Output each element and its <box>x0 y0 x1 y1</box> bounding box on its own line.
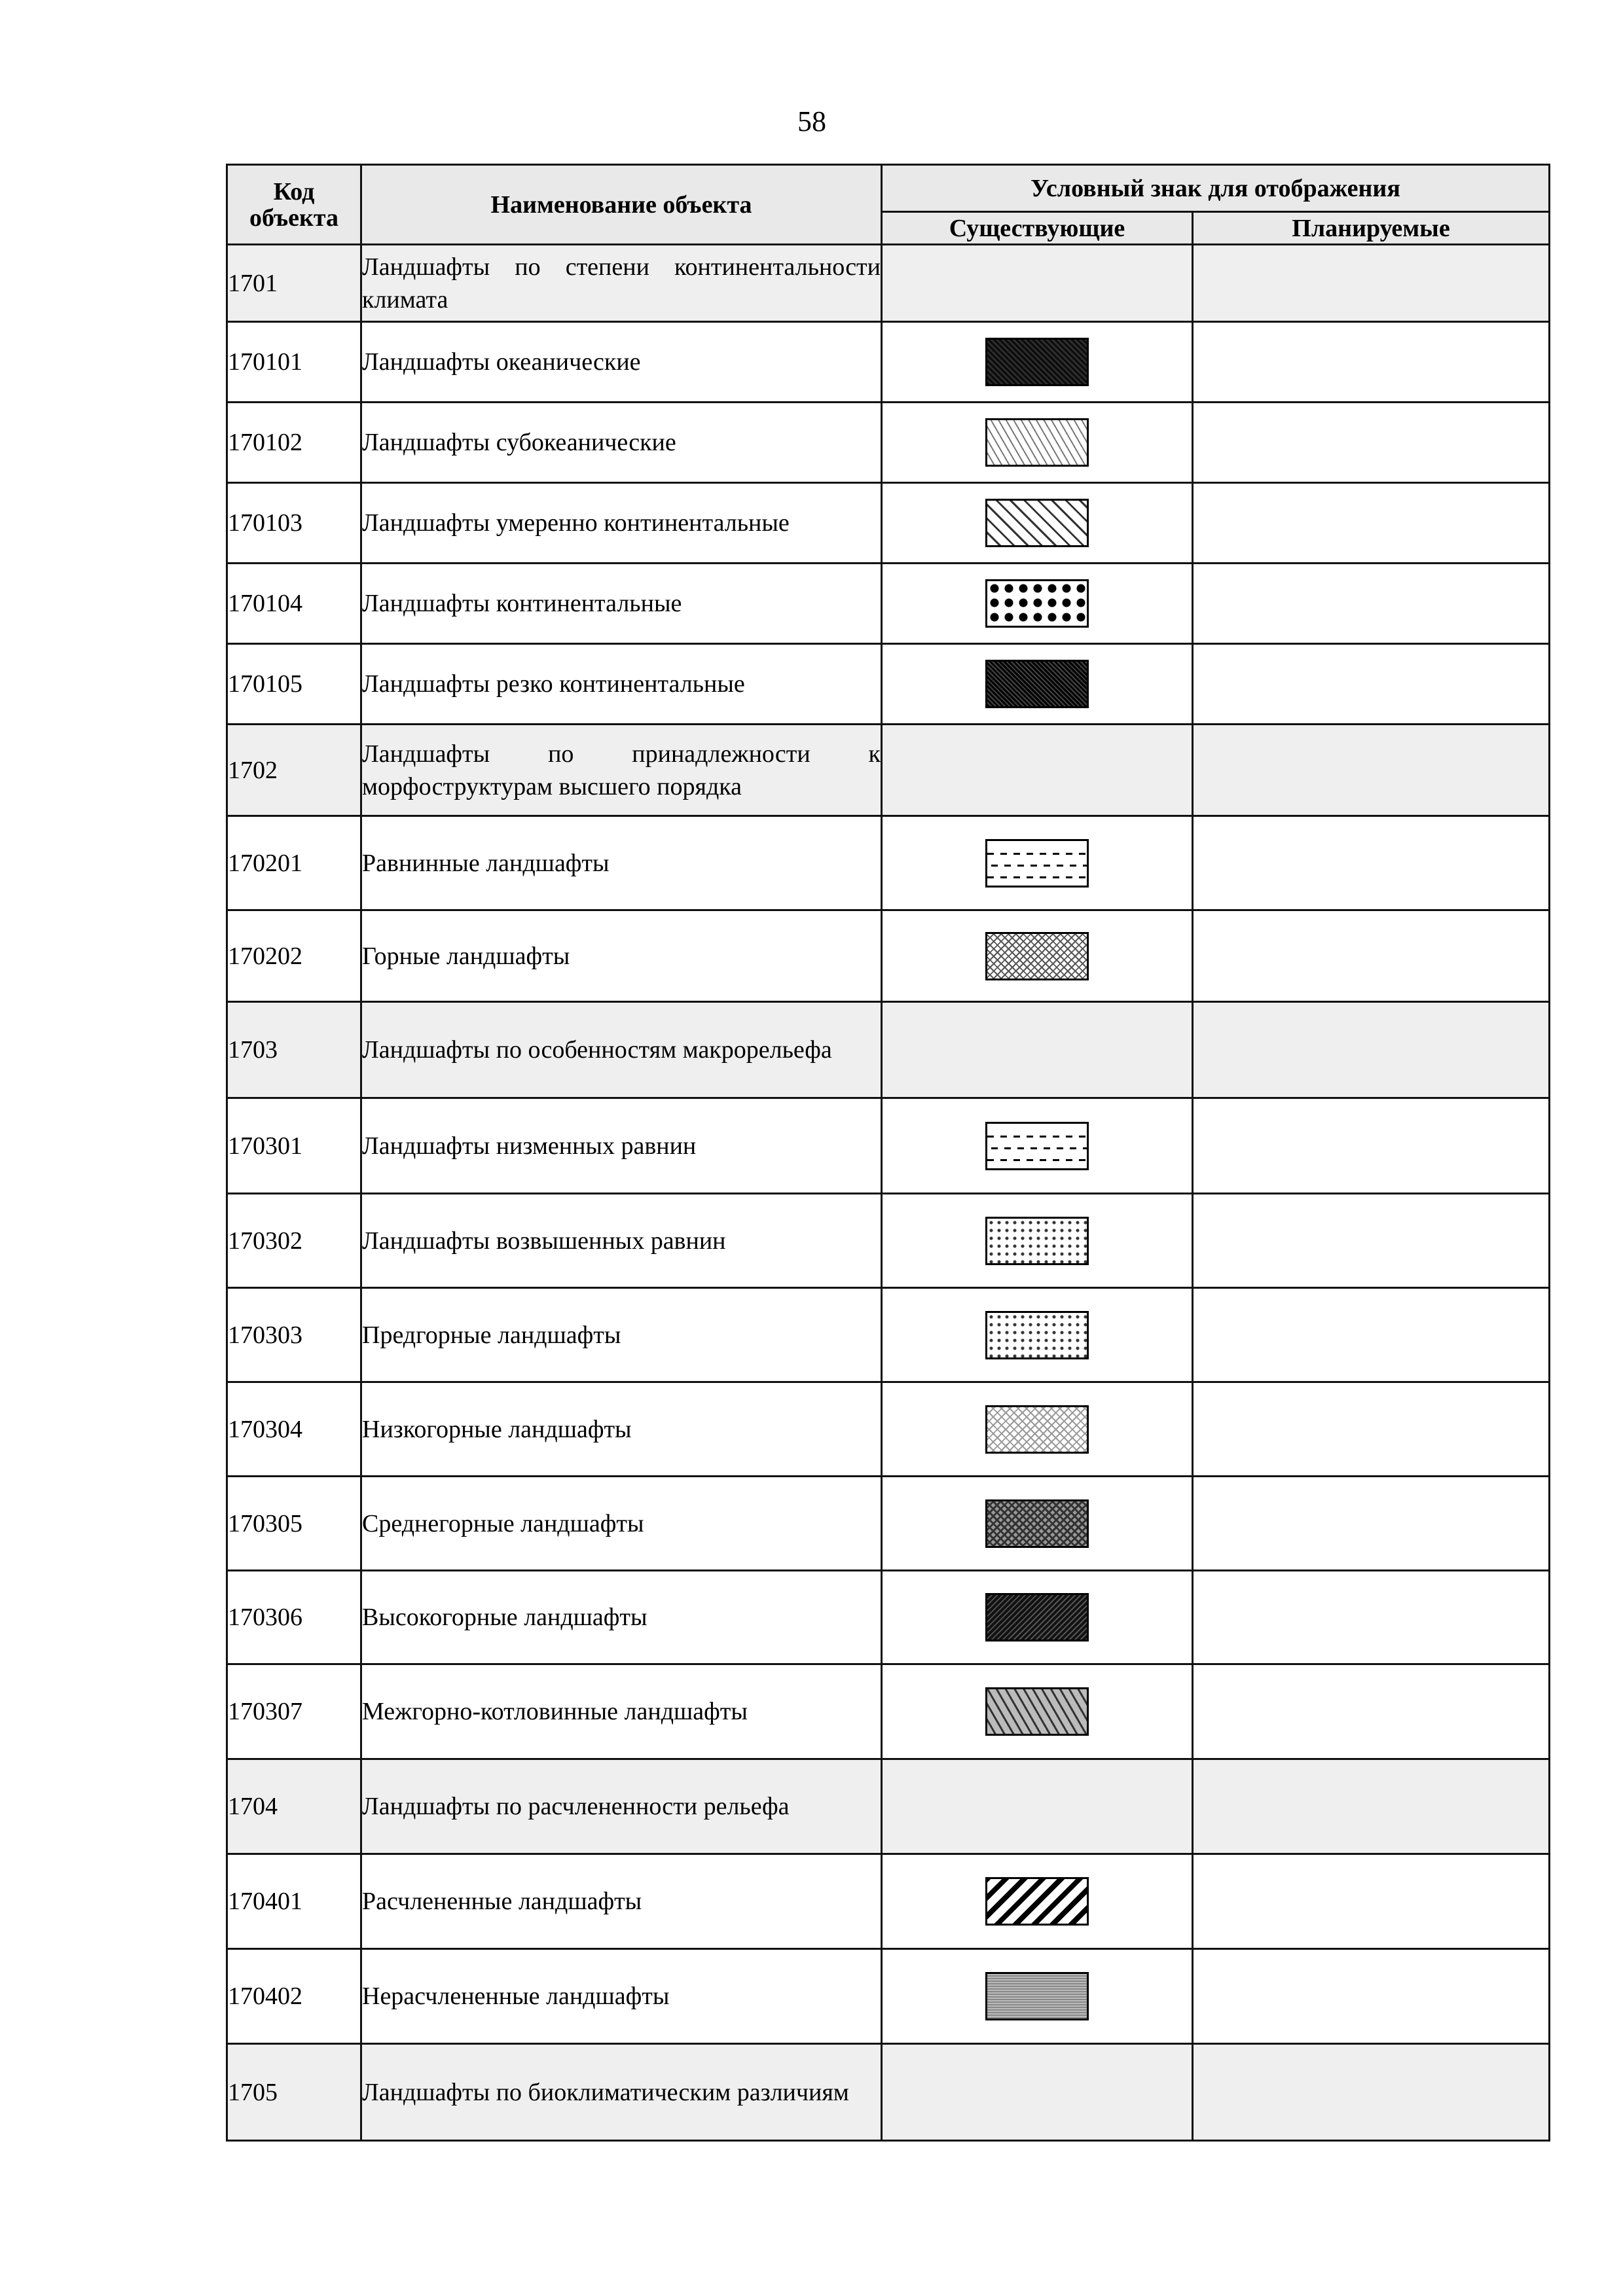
planned-symbol-cell <box>1193 644 1550 725</box>
header-code: Код объекта <box>227 165 361 245</box>
planned-symbol-cell <box>1193 1098 1550 1194</box>
row-code: 170202 <box>227 910 361 1002</box>
row-name: Ландшафты субокеанические <box>361 403 882 483</box>
planned-symbol-cell <box>1193 725 1550 816</box>
row-name: Среднегорные ландшафты <box>361 1477 882 1571</box>
existing-symbol-cell <box>882 1477 1193 1571</box>
row-code: 1703 <box>227 1002 361 1098</box>
row-code: 170306 <box>227 1571 361 1664</box>
row-name: Высокогорные ландшафты <box>361 1571 882 1664</box>
planned-symbol-cell <box>1193 483 1550 564</box>
header-name: Наименование объекта <box>361 165 882 245</box>
light-zigzag-pattern <box>985 1405 1089 1454</box>
existing-symbol-cell <box>882 1854 1193 1949</box>
existing-symbol-cell <box>882 1382 1193 1477</box>
planned-symbol-cell <box>1193 1288 1550 1382</box>
planned-symbol-cell <box>1193 1382 1550 1477</box>
table-row <box>227 725 1550 816</box>
table-row <box>227 1759 1550 1854</box>
dashed-line-pattern <box>985 1122 1089 1170</box>
planned-symbol-cell <box>1193 910 1550 1002</box>
row-code: 170104 <box>227 564 361 644</box>
existing-symbol-cell <box>882 564 1193 644</box>
existing-symbol-cell <box>882 725 1193 816</box>
row-name: Ландшафты умеренно континентальные <box>361 483 882 564</box>
fine-gray-pattern <box>985 1972 1089 2020</box>
row-code: 1701 <box>227 245 361 322</box>
table-row <box>227 245 1550 322</box>
diamond-grid-pattern <box>985 579 1089 628</box>
existing-symbol-cell <box>882 644 1193 725</box>
row-code: 170305 <box>227 1477 361 1571</box>
planned-symbol-cell <box>1193 1571 1550 1664</box>
table-row <box>227 644 1550 725</box>
row-code: 170301 <box>227 1098 361 1194</box>
row-code: 170307 <box>227 1664 361 1759</box>
braided-pattern <box>985 1687 1089 1736</box>
existing-symbol-cell <box>882 1002 1193 1098</box>
table-row <box>227 403 1550 483</box>
row-name: Ландшафты по биоклиматическим различиям <box>361 2044 882 2141</box>
existing-symbol-cell <box>882 1288 1193 1382</box>
existing-symbol-cell <box>882 2044 1193 2141</box>
table-row <box>227 1854 1550 1949</box>
table-row <box>227 564 1550 644</box>
table-row <box>227 1194 1550 1288</box>
row-name: Ландшафты по принадлежности к морфоструктурам высшего порядка <box>361 725 882 816</box>
header-planned: Планируемые <box>1193 212 1550 245</box>
table-row <box>227 1288 1550 1382</box>
planned-symbol-cell <box>1193 1002 1550 1098</box>
existing-symbol-cell <box>882 1098 1193 1194</box>
table-row <box>227 816 1550 910</box>
row-name: Равнинные ландшафты <box>361 816 882 910</box>
row-code: 1702 <box>227 725 361 816</box>
row-code: 1705 <box>227 2044 361 2141</box>
medium-zigzag-pattern <box>985 1499 1089 1548</box>
row-name: Предгорные ландшафты <box>361 1288 882 1382</box>
table-row <box>227 910 1550 1002</box>
zigzag-pattern <box>985 932 1089 980</box>
planned-symbol-cell <box>1193 1194 1550 1288</box>
dashed-line-pattern <box>985 839 1089 888</box>
dotted-pattern <box>985 1217 1089 1265</box>
row-name: Расчлененные ландшафты <box>361 1854 882 1949</box>
row-code: 170105 <box>227 644 361 725</box>
diagonal-stripe-pattern <box>985 1877 1089 1926</box>
planned-symbol-cell <box>1193 1854 1550 1949</box>
existing-symbol-cell <box>882 1759 1193 1854</box>
table-row <box>227 483 1550 564</box>
legend-table <box>226 164 1550 2142</box>
existing-symbol-cell <box>882 483 1193 564</box>
planned-symbol-cell <box>1193 564 1550 644</box>
row-code: 170201 <box>227 816 361 910</box>
table-row <box>227 2044 1550 2141</box>
planned-symbol-cell <box>1193 1759 1550 1854</box>
table-row <box>227 1571 1550 1664</box>
row-name: Ландшафты континентальные <box>361 564 882 644</box>
row-name: Ландшафты резко континентальные <box>361 644 882 725</box>
planned-symbol-cell <box>1193 816 1550 910</box>
planned-symbol-cell <box>1193 322 1550 403</box>
existing-symbol-cell <box>882 816 1193 910</box>
row-code: 170304 <box>227 1382 361 1477</box>
existing-symbol-cell <box>882 1949 1193 2044</box>
existing-symbol-cell <box>882 1194 1193 1288</box>
row-name: Межгорно-котловинные ландшафты <box>361 1664 882 1759</box>
table-row <box>227 1664 1550 1759</box>
existing-symbol-cell <box>882 245 1193 322</box>
dark-zigzag-pattern <box>985 1593 1089 1641</box>
table-row <box>227 322 1550 403</box>
table-row <box>227 1949 1550 2044</box>
light-scale-pattern <box>985 418 1089 467</box>
row-name: Ландшафты по особенностям макрорельефа <box>361 1002 882 1098</box>
planned-symbol-cell <box>1193 1949 1550 2044</box>
row-code: 170103 <box>227 483 361 564</box>
planned-symbol-cell <box>1193 245 1550 322</box>
row-code: 170401 <box>227 1854 361 1949</box>
header-symbol-group: Условный знак для отображения <box>882 165 1550 212</box>
row-code: 170303 <box>227 1288 361 1382</box>
row-code: 170402 <box>227 1949 361 2044</box>
table-row <box>227 1002 1550 1098</box>
row-code: 1704 <box>227 1759 361 1854</box>
table-row <box>227 1098 1550 1194</box>
diagonal-grid-pattern <box>985 499 1089 547</box>
row-name: Низкогорные ландшафты <box>361 1382 882 1477</box>
table-row <box>227 1477 1550 1571</box>
planned-symbol-cell <box>1193 1477 1550 1571</box>
table-row <box>227 1382 1550 1477</box>
row-name: Ландшафты низменных равнин <box>361 1098 882 1194</box>
page-number: 58 <box>797 105 826 137</box>
row-name: Ландшафты возвышенных равнин <box>361 1194 882 1288</box>
dense-crosshatch-pattern <box>985 338 1089 386</box>
existing-symbol-cell <box>882 910 1193 1002</box>
row-code: 170101 <box>227 322 361 403</box>
existing-symbol-cell <box>882 1664 1193 1759</box>
existing-symbol-cell <box>882 322 1193 403</box>
header-existing: Существующие <box>882 212 1193 245</box>
existing-symbol-cell <box>882 1571 1193 1664</box>
dotted-pattern <box>985 1311 1089 1359</box>
row-code: 170302 <box>227 1194 361 1288</box>
planned-symbol-cell <box>1193 403 1550 483</box>
row-name: Горные ландшафты <box>361 910 882 1002</box>
row-name: Ландшафты по степени континентальности климата <box>361 245 882 322</box>
existing-symbol-cell <box>882 403 1193 483</box>
row-code: 170102 <box>227 403 361 483</box>
planned-symbol-cell <box>1193 2044 1550 2141</box>
row-name: Ландшафты по расчлененности рельефа <box>361 1759 882 1854</box>
planned-symbol-cell <box>1193 1664 1550 1759</box>
row-name: Ландшафты океанические <box>361 322 882 403</box>
dark-fill-pattern <box>985 660 1089 708</box>
row-name: Нерасчлененные ландшафты <box>361 1949 882 2044</box>
